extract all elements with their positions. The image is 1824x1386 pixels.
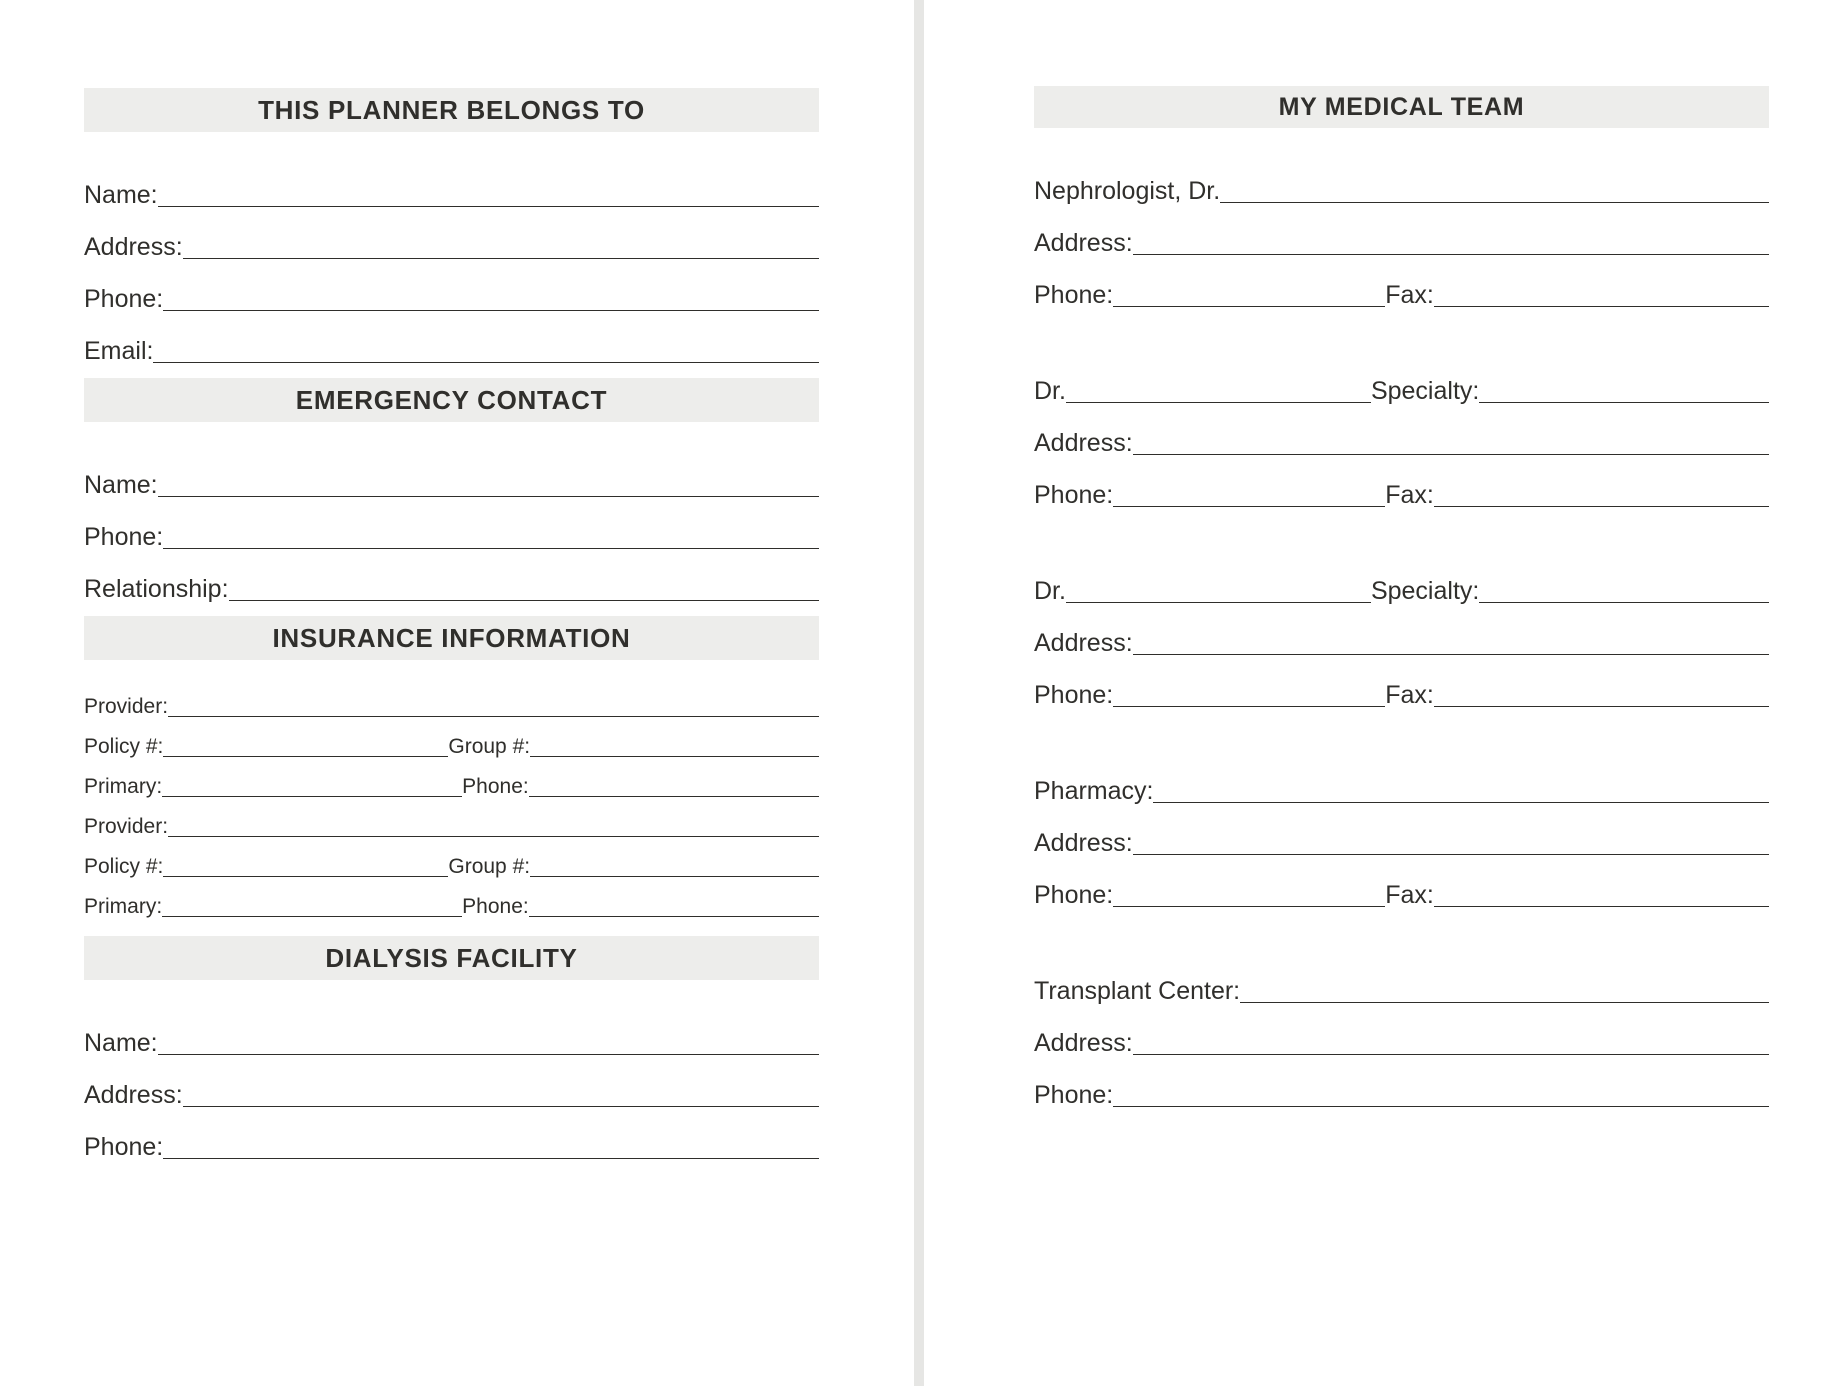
write-in-line[interactable]	[168, 836, 819, 837]
field-label: Phone:	[84, 1132, 164, 1161]
field-label: Policy #:	[84, 854, 164, 878]
field-row-transplant-center-address[interactable]	[1034, 1006, 1769, 1058]
write-in-line[interactable]	[1240, 1002, 1769, 1003]
field-label: Phone:	[1034, 880, 1114, 909]
field-row-doctor2-name-specialty[interactable]	[1034, 554, 1769, 606]
field-label-secondary: Fax:	[1385, 880, 1434, 909]
field-row-pharmacy-address[interactable]	[1034, 806, 1769, 858]
write-in-line[interactable]	[529, 916, 819, 917]
field-row-emergency-phone[interactable]	[84, 500, 819, 552]
field-label: Relationship:	[84, 574, 229, 603]
field-row-dialysis-phone[interactable]	[84, 1110, 819, 1162]
field-label-secondary: Specialty:	[1370, 376, 1480, 405]
field-row-doctor2-address[interactable]	[1034, 606, 1769, 658]
block-doctor-1	[1034, 354, 1764, 510]
field-row-dialysis-name[interactable]	[84, 1006, 819, 1058]
field-row-doctor1-address[interactable]	[1034, 406, 1769, 458]
field-row-doctor1-name-specialty[interactable]	[1034, 354, 1769, 406]
field-row-address[interactable]	[84, 210, 819, 262]
field-label-secondary: Phone:	[462, 894, 529, 918]
write-in-line[interactable]	[162, 796, 462, 797]
section-heading-my-medical-team: MY MEDICAL TEAM	[1034, 86, 1769, 128]
field-label: Address:	[1034, 428, 1133, 457]
write-in-line[interactable]	[163, 310, 819, 311]
field-label: Provider:	[84, 694, 169, 718]
write-in-line[interactable]	[1153, 802, 1769, 803]
write-in-line[interactable]	[1434, 906, 1769, 907]
field-label: Address:	[84, 232, 183, 261]
write-in-line[interactable]	[163, 548, 819, 549]
field-label: Phone:	[1034, 280, 1114, 309]
write-in-line[interactable]	[229, 600, 819, 601]
field-row-nephrologist-name[interactable]	[1034, 154, 1769, 206]
field-row-transplant-center-name[interactable]	[1034, 954, 1769, 1006]
write-in-line[interactable]	[1113, 706, 1385, 707]
field-row-name[interactable]	[84, 158, 819, 210]
field-label: Address:	[1034, 1028, 1133, 1057]
write-in-line[interactable]	[158, 206, 819, 207]
section-heading-emergency-contact: EMERGENCY CONTACT	[84, 378, 819, 422]
right-page	[924, 0, 1824, 1386]
field-label: Phone:	[1034, 480, 1114, 509]
field-label: Address:	[1034, 628, 1133, 657]
field-label-secondary: Fax:	[1385, 680, 1434, 709]
field-label-secondary: Specialty:	[1370, 576, 1480, 605]
field-label-secondary: Fax:	[1385, 280, 1434, 309]
block-nephrologist	[1034, 154, 1764, 310]
field-row-insurance-policy-group-2[interactable]	[84, 840, 819, 880]
field-row-insurance-primary-phone-2[interactable]	[84, 880, 819, 920]
write-in-line[interactable]	[1220, 202, 1769, 203]
write-in-line[interactable]	[168, 716, 819, 717]
field-row-insurance-provider-1[interactable]	[84, 680, 819, 720]
write-in-line[interactable]	[1113, 506, 1385, 507]
write-in-line[interactable]	[1113, 306, 1385, 307]
field-label-secondary: Phone:	[462, 774, 529, 798]
write-in-line[interactable]	[1133, 654, 1769, 655]
field-label-secondary: Fax:	[1385, 480, 1434, 509]
field-label: Name:	[84, 470, 158, 499]
write-in-line[interactable]	[158, 1054, 819, 1055]
field-label: Phone:	[84, 522, 164, 551]
write-in-line[interactable]	[530, 876, 819, 877]
write-in-line[interactable]	[183, 258, 819, 259]
write-in-line[interactable]	[183, 1106, 819, 1107]
field-row-pharmacy-phone-fax[interactable]	[1034, 858, 1769, 910]
field-label: Phone:	[84, 284, 164, 313]
write-in-line[interactable]	[1434, 706, 1769, 707]
field-row-nephrologist-phone-fax[interactable]	[1034, 258, 1769, 310]
section-heading-insurance-information: INSURANCE INFORMATION	[84, 616, 819, 660]
write-in-line[interactable]	[1133, 854, 1769, 855]
write-in-line[interactable]	[1434, 506, 1769, 507]
field-label: Address:	[84, 1080, 183, 1109]
field-label: Name:	[84, 180, 158, 209]
field-label: Address:	[1034, 828, 1133, 857]
field-label: Email:	[84, 336, 154, 365]
field-row-nephrologist-address[interactable]	[1034, 206, 1769, 258]
field-label-secondary: Group #:	[448, 734, 531, 758]
block-transplant-center	[1034, 954, 1764, 1110]
write-in-line[interactable]	[1066, 402, 1371, 403]
field-row-emergency-name[interactable]	[84, 448, 819, 500]
field-row-phone[interactable]	[84, 262, 819, 314]
write-in-line[interactable]	[1133, 454, 1769, 455]
write-in-line[interactable]	[158, 496, 819, 497]
field-label: Name:	[84, 1028, 158, 1057]
field-row-pharmacy-name[interactable]	[1034, 754, 1769, 806]
field-label: Provider:	[84, 814, 169, 838]
write-in-line[interactable]	[1133, 1054, 1769, 1055]
write-in-line[interactable]	[1113, 1106, 1769, 1107]
field-label: Phone:	[1034, 1080, 1114, 1109]
field-row-doctor2-phone-fax[interactable]	[1034, 658, 1769, 710]
field-row-dialysis-address[interactable]	[84, 1058, 819, 1110]
write-in-line[interactable]	[1479, 402, 1769, 403]
write-in-line[interactable]	[163, 756, 448, 757]
field-label: Pharmacy:	[1034, 776, 1154, 805]
field-label: Phone:	[1034, 680, 1114, 709]
write-in-line[interactable]	[163, 876, 448, 877]
field-label: Primary:	[84, 774, 163, 798]
field-row-transplant-center-phone[interactable]	[1034, 1058, 1769, 1110]
field-label: Transplant Center:	[1034, 976, 1241, 1005]
field-row-email[interactable]	[84, 314, 819, 366]
field-label: Policy #:	[84, 734, 164, 758]
section-heading-planner-belongs-to: THIS PLANNER BELONGS TO	[84, 88, 819, 132]
page-spine-divider	[914, 0, 924, 1386]
block-pharmacy	[1034, 754, 1764, 910]
field-label: Dr.	[1034, 376, 1066, 405]
block-doctor-2	[1034, 554, 1764, 710]
field-row-insurance-provider-2[interactable]	[84, 800, 819, 840]
write-in-line[interactable]	[163, 1158, 819, 1159]
write-in-line[interactable]	[1113, 906, 1385, 907]
field-label: Nephrologist, Dr.	[1034, 176, 1221, 205]
write-in-line[interactable]	[530, 756, 819, 757]
field-label: Dr.	[1034, 576, 1066, 605]
field-label: Address:	[1034, 228, 1133, 257]
field-row-insurance-primary-phone-1[interactable]	[84, 760, 819, 800]
write-in-line[interactable]	[153, 362, 819, 363]
field-row-insurance-policy-group-1[interactable]	[84, 720, 819, 760]
field-row-doctor1-phone-fax[interactable]	[1034, 458, 1769, 510]
write-in-line[interactable]	[1133, 254, 1769, 255]
field-label-secondary: Group #:	[448, 854, 531, 878]
section-heading-dialysis-facility: DIALYSIS FACILITY	[84, 936, 819, 980]
field-label: Primary:	[84, 894, 163, 918]
write-in-line[interactable]	[1479, 602, 1769, 603]
write-in-line[interactable]	[162, 916, 462, 917]
field-row-emergency-relationship[interactable]	[84, 552, 819, 604]
write-in-line[interactable]	[529, 796, 819, 797]
write-in-line[interactable]	[1066, 602, 1371, 603]
write-in-line[interactable]	[1434, 306, 1769, 307]
